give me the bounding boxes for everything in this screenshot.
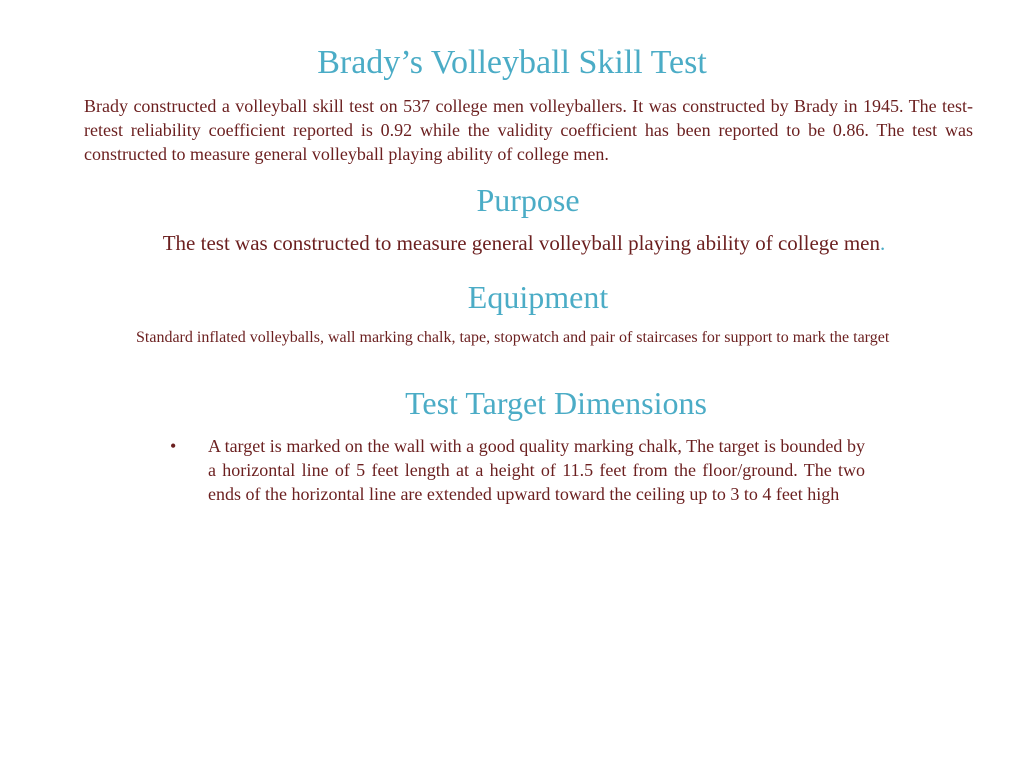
purpose-trailing-period: . xyxy=(880,231,886,255)
slide-title: Brady’s Volleyball Skill Test xyxy=(317,44,707,81)
equipment-paragraph: Standard inflated volleyballs, wall marking chalk, tape, stopwatch and pair of staircases for support to mark the target xyxy=(136,329,890,346)
bullet-text: A target is marked on the wall with a good quality marking chalk, The target is bounded by a horizontal line of 5 feet length at a height of 11.5 feet from the floor/ground. The two ends of the horizontal line are extended upward toward the ceiling up to 3 to 4 feet high xyxy=(208,436,865,504)
target-dimensions-heading: Test Target Dimensions xyxy=(405,385,707,421)
intro-paragraph: Brady constructed a volleyball skill test on 537 college men volleyballers. It was constructed by Brady in 1945. The test-retest reliability coefficient reported is 0.92 while the validity coefficient has been reported to be 0.86. The test was constructed to measure general volleyball playing ability of college men. xyxy=(84,96,973,164)
bullet-icon: • xyxy=(170,436,177,456)
purpose-paragraph xyxy=(0,230,1024,256)
equipment-heading: Equipment xyxy=(467,279,609,315)
purpose-text: The test was constructed to measure general volleyball playing ability of college men xyxy=(162,231,880,255)
purpose-heading: Purpose xyxy=(476,182,580,218)
